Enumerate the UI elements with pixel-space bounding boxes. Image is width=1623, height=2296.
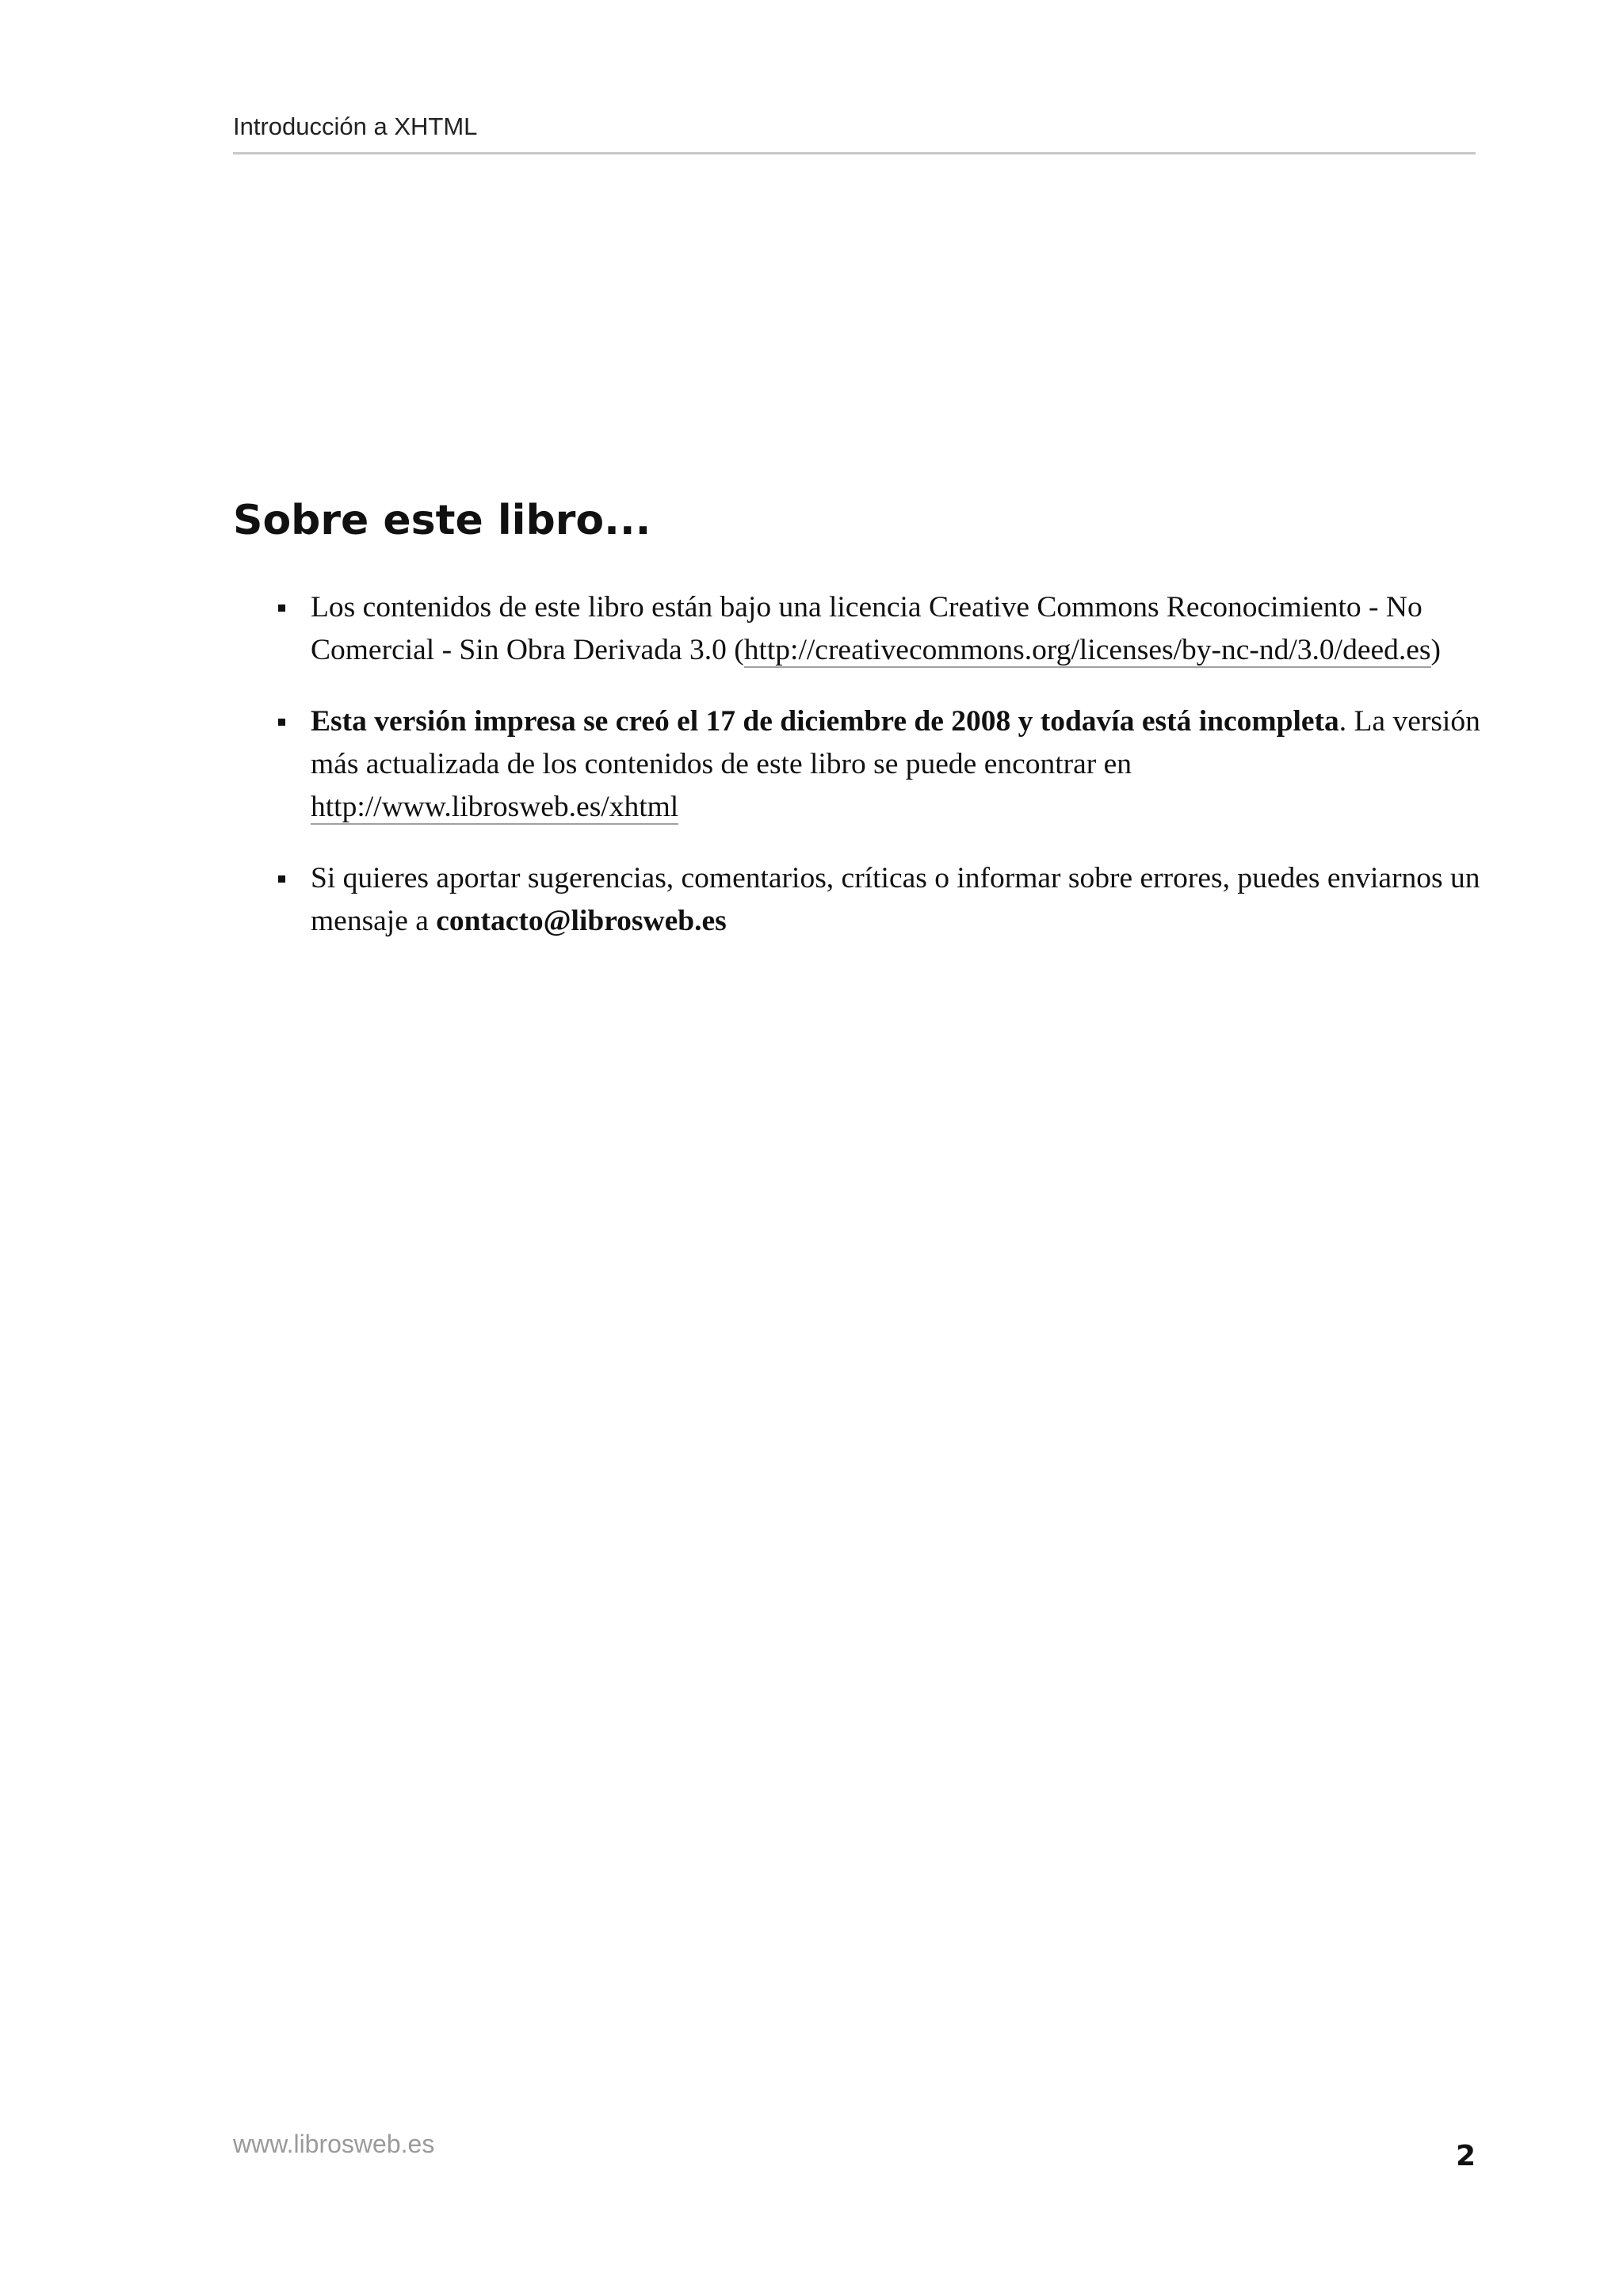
contact-email: contacto@librosweb.es — [436, 905, 727, 937]
latest-version-link[interactable]: http://www.librosweb.es/xhtml — [311, 791, 679, 823]
list-item-version — [233, 700, 1485, 829]
bullet-list — [233, 586, 1485, 971]
list-item-license — [233, 586, 1485, 672]
running-title: Introducción a XHTML — [233, 113, 478, 140]
square-bullet-icon — [278, 719, 285, 726]
contact-text: Si quieres aportar sugerencias, comentarios, críticas o informar sobre errores, puedes enviarnos un mensaje a — [311, 862, 1480, 937]
page-title: Sobre este libro... — [233, 497, 651, 544]
page-header — [233, 111, 1476, 154]
page-number: 2 — [1455, 2140, 1476, 2172]
version-text: . La versión más actualizada de los contenidos de este libro se puede encontrar en — [311, 705, 1480, 780]
license-link[interactable]: http://creativecommons.org/licenses/by-nc-nd/3.0/deed.es — [743, 634, 1431, 666]
license-text-end: ) — [1430, 634, 1441, 666]
license-text: Los contenidos de este libro están bajo una licencia Creative Commons Reconocimiento - No Comercial - Sin Obra Derivada 3.0 ( — [311, 591, 1423, 666]
square-bullet-icon — [278, 605, 285, 612]
list-item-contact — [233, 857, 1485, 943]
square-bullet-icon — [278, 875, 285, 883]
footer-site: www.librosweb.es — [233, 2130, 435, 2158]
version-bold-text: Esta versión impresa se creó el 17 de diciembre de 2008 y todavía está incompleta — [311, 705, 1339, 738]
